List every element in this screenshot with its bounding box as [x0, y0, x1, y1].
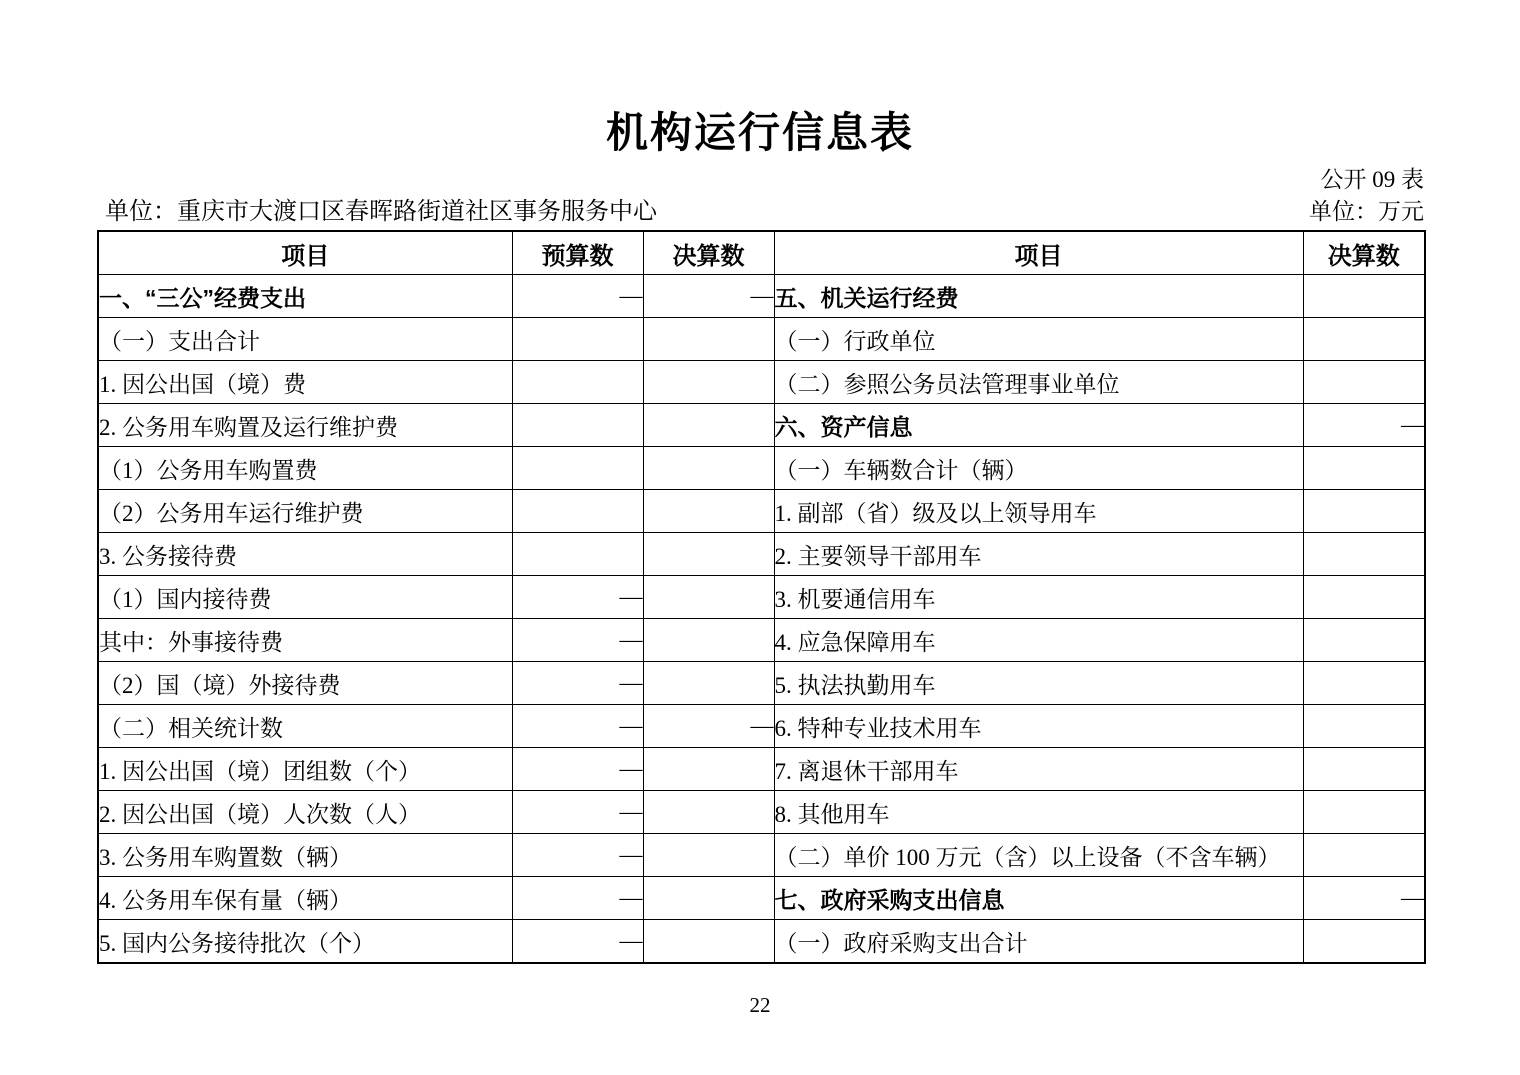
row-label: （二）参照公务员法管理事业单位 — [774, 361, 1303, 404]
col-header-item-right: 项目 — [774, 231, 1303, 275]
table-row — [98, 619, 1425, 662]
row-label: 1. 副部（省）级及以上领导用车 — [774, 490, 1303, 533]
row-label: 2. 公务用车购置及运行维护费 — [98, 404, 512, 447]
final-value — [643, 318, 774, 361]
final-value — [1303, 834, 1425, 877]
final-value — [643, 877, 774, 920]
table-row — [98, 662, 1425, 705]
row-label: 2. 主要领导干部用车 — [774, 533, 1303, 576]
table-row — [98, 533, 1425, 576]
table-row — [98, 275, 1425, 318]
row-label: （一）车辆数合计（辆） — [774, 447, 1303, 490]
table-row — [98, 877, 1425, 920]
final-value: — — [643, 275, 774, 318]
final-value — [643, 791, 774, 834]
final-value — [1303, 705, 1425, 748]
row-label: 3. 公务用车购置数（辆） — [98, 834, 512, 877]
unit-name-label: 单位：重庆市大渡口区春晖路街道社区事务服务中心 — [105, 199, 657, 225]
budget-value — [512, 447, 643, 490]
row-label: 1. 因公出国（境）费 — [98, 361, 512, 404]
page-title: 机构运行信息表 — [605, 109, 914, 156]
final-value — [1303, 490, 1425, 533]
final-value — [1303, 748, 1425, 791]
row-label: 六、资产信息 — [774, 404, 1303, 447]
table-row — [98, 748, 1425, 791]
row-label: （一）支出合计 — [98, 318, 512, 361]
row-label: （一）政府采购支出合计 — [774, 920, 1303, 964]
table-row — [98, 490, 1425, 533]
row-label: 3. 公务接待费 — [98, 533, 512, 576]
final-value — [1303, 533, 1425, 576]
budget-value — [512, 404, 643, 447]
table-row — [98, 791, 1425, 834]
row-label: 5. 执法执勤用车 — [774, 662, 1303, 705]
table-row — [98, 834, 1425, 877]
budget-value: — — [512, 920, 643, 964]
table-row — [98, 705, 1425, 748]
info-table — [97, 230, 1426, 964]
final-value — [643, 619, 774, 662]
table-row — [98, 920, 1425, 964]
row-label: 1. 因公出国（境）团组数（个） — [98, 748, 512, 791]
row-label: 4. 公务用车保有量（辆） — [98, 877, 512, 920]
row-label: （一）行政单位 — [774, 318, 1303, 361]
row-label: 七、政府采购支出信息 — [774, 877, 1303, 920]
table-row — [98, 318, 1425, 361]
final-value — [643, 748, 774, 791]
form-code-label: 公开 09 表 — [1320, 167, 1424, 192]
final-value — [643, 576, 774, 619]
table-row — [98, 361, 1425, 404]
budget-value — [512, 361, 643, 404]
header-row — [98, 231, 1425, 275]
row-label: 7. 离退休干部用车 — [774, 748, 1303, 791]
table-row — [98, 576, 1425, 619]
col-header-final-right: 决算数 — [1303, 231, 1425, 275]
final-value — [1303, 619, 1425, 662]
row-label: 3. 机要通信用车 — [774, 576, 1303, 619]
row-label: 五、机关运行经费 — [774, 275, 1303, 318]
budget-value: — — [512, 705, 643, 748]
col-header-item-left: 项目 — [98, 231, 512, 275]
row-label: 6. 特种专业技术用车 — [774, 705, 1303, 748]
final-value: — — [1303, 877, 1425, 920]
budget-value — [512, 490, 643, 533]
budget-value: — — [512, 619, 643, 662]
table-row — [98, 404, 1425, 447]
final-value — [1303, 920, 1425, 964]
budget-value: — — [512, 791, 643, 834]
col-header-final-left: 决算数 — [643, 231, 774, 275]
row-label: 8. 其他用车 — [774, 791, 1303, 834]
row-label: 2. 因公出国（境）人次数（人） — [98, 791, 512, 834]
budget-value: — — [512, 275, 643, 318]
final-value — [1303, 361, 1425, 404]
row-label: 5. 国内公务接待批次（个） — [98, 920, 512, 964]
row-label: （二）单价 100 万元（含）以上设备（不含车辆） — [774, 834, 1303, 877]
final-value: — — [1303, 404, 1425, 447]
row-label: 一、“三公”经费支出 — [98, 275, 512, 318]
final-value — [1303, 275, 1425, 318]
row-label: （二）相关统计数 — [98, 705, 512, 748]
budget-value — [512, 533, 643, 576]
final-value — [1303, 662, 1425, 705]
budget-value — [512, 318, 643, 361]
final-value — [643, 447, 774, 490]
row-label: （1）公务用车购置费 — [98, 447, 512, 490]
page-number: 22 — [749, 993, 771, 1017]
final-value — [643, 533, 774, 576]
final-value — [643, 490, 774, 533]
budget-value: — — [512, 748, 643, 791]
final-value — [1303, 318, 1425, 361]
final-value — [643, 834, 774, 877]
final-value — [1303, 447, 1425, 490]
budget-value: — — [512, 576, 643, 619]
final-value — [643, 662, 774, 705]
row-label: （2）国（境）外接待费 — [98, 662, 512, 705]
row-label: 4. 应急保障用车 — [774, 619, 1303, 662]
table-row — [98, 447, 1425, 490]
budget-value: — — [512, 834, 643, 877]
final-value — [1303, 576, 1425, 619]
final-value — [1303, 791, 1425, 834]
row-label: （1）国内接待费 — [98, 576, 512, 619]
final-value — [643, 361, 774, 404]
budget-value: — — [512, 877, 643, 920]
final-value — [643, 920, 774, 964]
row-label: 其中：外事接待费 — [98, 619, 512, 662]
final-value: — — [643, 705, 774, 748]
row-label: （2）公务用车运行维护费 — [98, 490, 512, 533]
unit-of-measure-label: 单位：万元 — [1309, 199, 1424, 224]
final-value — [643, 404, 774, 447]
budget-value: — — [512, 662, 643, 705]
col-header-budget: 预算数 — [512, 231, 643, 275]
